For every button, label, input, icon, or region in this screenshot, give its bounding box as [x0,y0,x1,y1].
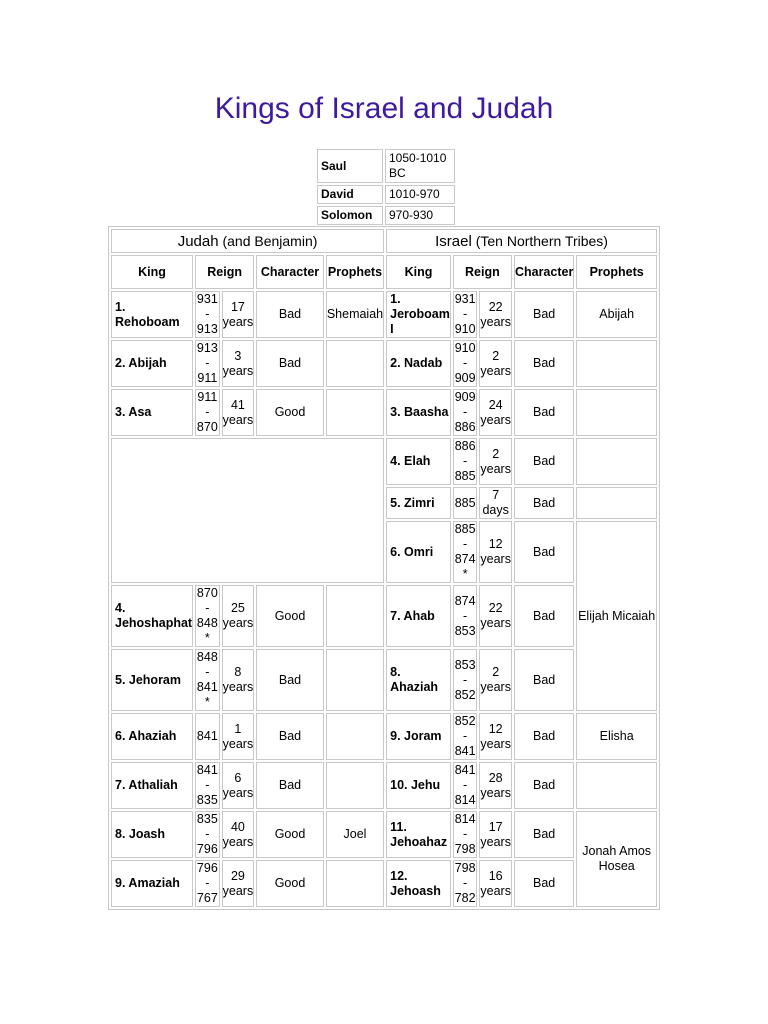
kings-table [108,226,660,910]
judah-character: Good [256,860,324,907]
col-prophets: Prophets [326,255,384,289]
king-years: 1010-970 [385,185,455,204]
table-row [111,291,657,338]
judah-king: 2. Abijah [111,340,193,387]
israel-king: 7. Ahab [386,585,451,647]
israel-prophet [576,487,657,519]
judah-name: Judah [177,232,219,250]
col-reign: Reign [195,255,254,289]
judah-character: Bad [256,713,324,760]
judah-reign: 911 - 870 [196,390,218,434]
israel-character: Bad [514,811,574,858]
judah-prophet [326,389,384,436]
table-row [111,438,657,485]
judah-years: 3 years [222,340,255,387]
israel-years: 24 years [479,389,512,436]
judah-prophet: Joel [326,811,384,858]
israel-years: 2 years [479,649,512,711]
israel-years: 22 years [479,291,512,338]
king-years: 1050-1010 BC [385,149,455,183]
israel-character: Bad [514,585,574,647]
israel-character: Bad [514,389,574,436]
israel-king: 3. Baasha [386,389,451,436]
judah-reign: 796 - 767 [196,861,218,905]
judah-character: Bad [256,291,324,338]
col-character: Character [514,255,574,289]
israel-character: Bad [514,860,574,907]
table-row [317,185,455,204]
israel-king: 1. Jeroboam I [386,291,451,338]
israel-reign: 852 - 841 [454,714,476,758]
israel-character: Bad [514,713,574,760]
judah-king: 7. Athaliah [111,762,193,809]
judah-character: Bad [256,340,324,387]
judah-king: 8. Joash [111,811,193,858]
king-name: Solomon [317,206,383,225]
page-title: Kings of Israel and Judah [214,92,554,125]
judah-king: 9. Amaziah [111,860,193,907]
united-kingdom-table [315,147,457,227]
judah-years: 1 years [222,713,255,760]
table-row [111,713,657,760]
judah-years: 29 years [222,860,255,907]
israel-reign: 885 - 874 * [454,522,476,581]
king-name: Saul [317,149,383,183]
israel-reign: 886 - 885 [454,439,476,483]
israel-king: 10. Jehu [386,762,451,809]
judah-reign: 913 - 911 [196,341,218,385]
king-years: 970-930 [385,206,455,225]
judah-years: 8 years [222,649,255,711]
israel-prophet: Jonah Amos Hosea [576,811,657,907]
israel-king: 9. Joram [386,713,451,760]
israel-years: 17 years [479,811,512,858]
israel-reign: 885 [453,487,478,519]
judah-reign: 835 - 796 [196,812,218,856]
column-header-row [111,255,657,289]
judah-prophet: Shemaiah [326,291,384,338]
judah-header [111,229,384,253]
col-king: King [111,255,193,289]
israel-prophet [576,438,657,485]
col-character: Character [256,255,324,289]
israel-reign: 798 - 782 [454,861,476,905]
israel-reign: 874 - 853 [453,585,478,647]
israel-character: Bad [514,438,574,485]
col-reign: Reign [453,255,512,289]
judah-reign: 841 [195,713,220,760]
judah-subtitle: (and Benjamin) [222,232,318,249]
table-row [111,811,657,858]
israel-years: 2 years [479,438,512,485]
israel-king: 4. Elah [386,438,451,485]
israel-character: Bad [514,762,574,809]
israel-prophet [576,340,657,387]
judah-blank-cell [111,438,384,583]
israel-reign: 841 - 814 [454,763,476,807]
israel-years: 12 years [479,521,512,583]
judah-king: 1. Rehoboam [111,291,193,338]
israel-king: 6. Omri [386,521,451,583]
col-prophets: Prophets [576,255,657,289]
judah-reign: 870 - 848 * [196,586,218,645]
israel-character: Bad [514,340,574,387]
col-king: King [386,255,451,289]
israel-years: 7 days [479,487,512,519]
israel-years: 12 years [479,713,512,760]
table-row [111,389,657,436]
judah-prophet [326,340,384,387]
judah-years: 25 years [222,585,255,647]
judah-reign: 931 - 913 [196,292,218,336]
israel-prophet [576,762,657,809]
king-name: David [317,185,383,204]
judah-king: 5. Jehoram [111,649,193,711]
judah-years: 40 years [222,811,255,858]
judah-years: 6 years [222,762,255,809]
israel-character: Bad [514,487,574,519]
israel-king: 2. Nadab [386,340,451,387]
israel-reign: 910 - 909 [454,341,476,385]
table-row [111,860,657,907]
israel-years: 28 years [479,762,512,809]
israel-character: Bad [514,521,574,583]
israel-reign: 853 - 852 [453,649,478,711]
judah-prophet [326,649,384,711]
israel-years: 16 years [479,860,512,907]
judah-reign: 841 - 835 [196,763,218,807]
judah-character: Good [256,811,324,858]
table-row [111,649,657,711]
judah-prophet [326,713,384,760]
israel-header [386,229,657,253]
judah-character: Good [256,585,324,647]
israel-king: 12. Jehoash [386,860,451,907]
judah-years: 41 years [222,389,255,436]
judah-prophet [326,762,384,809]
judah-reign: 848 - 841 * [196,650,218,709]
judah-king: 6. Ahaziah [111,713,193,760]
israel-character: Bad [514,649,574,711]
israel-subtitle: (Ten Northern Tribes) [475,232,608,249]
judah-character: Good [256,389,324,436]
israel-prophet: Abijah [576,291,657,338]
judah-character: Bad [256,762,324,809]
israel-years: 22 years [479,585,512,647]
israel-prophet: Elisha [576,713,657,760]
israel-years: 2 years [479,340,512,387]
israel-king: 5. Zimri [386,487,451,519]
table-row [317,206,455,225]
judah-prophet [326,860,384,907]
judah-years: 17 years [222,291,255,338]
israel-character: Bad [514,291,574,338]
israel-reign: 909 - 886 [454,390,476,434]
kingdom-header-row [111,229,657,253]
table-row [111,762,657,809]
judah-prophet [326,585,384,647]
table-row [111,340,657,387]
judah-king: 3. Asa [111,389,193,436]
israel-prophet [576,389,657,436]
judah-king: 4. Jehoshaphat [111,585,193,647]
israel-king: 8. Ahaziah [386,649,451,711]
israel-reign: 931 - 910 [454,292,476,336]
israel-prophet: Elijah Micaiah [576,521,657,711]
judah-character: Bad [256,649,324,711]
table-row [111,585,657,647]
table-row [317,149,455,183]
israel-king: 11. Jehoahaz [386,811,451,858]
israel-name: Israel [435,232,472,250]
israel-reign: 814 - 798 [454,812,476,856]
